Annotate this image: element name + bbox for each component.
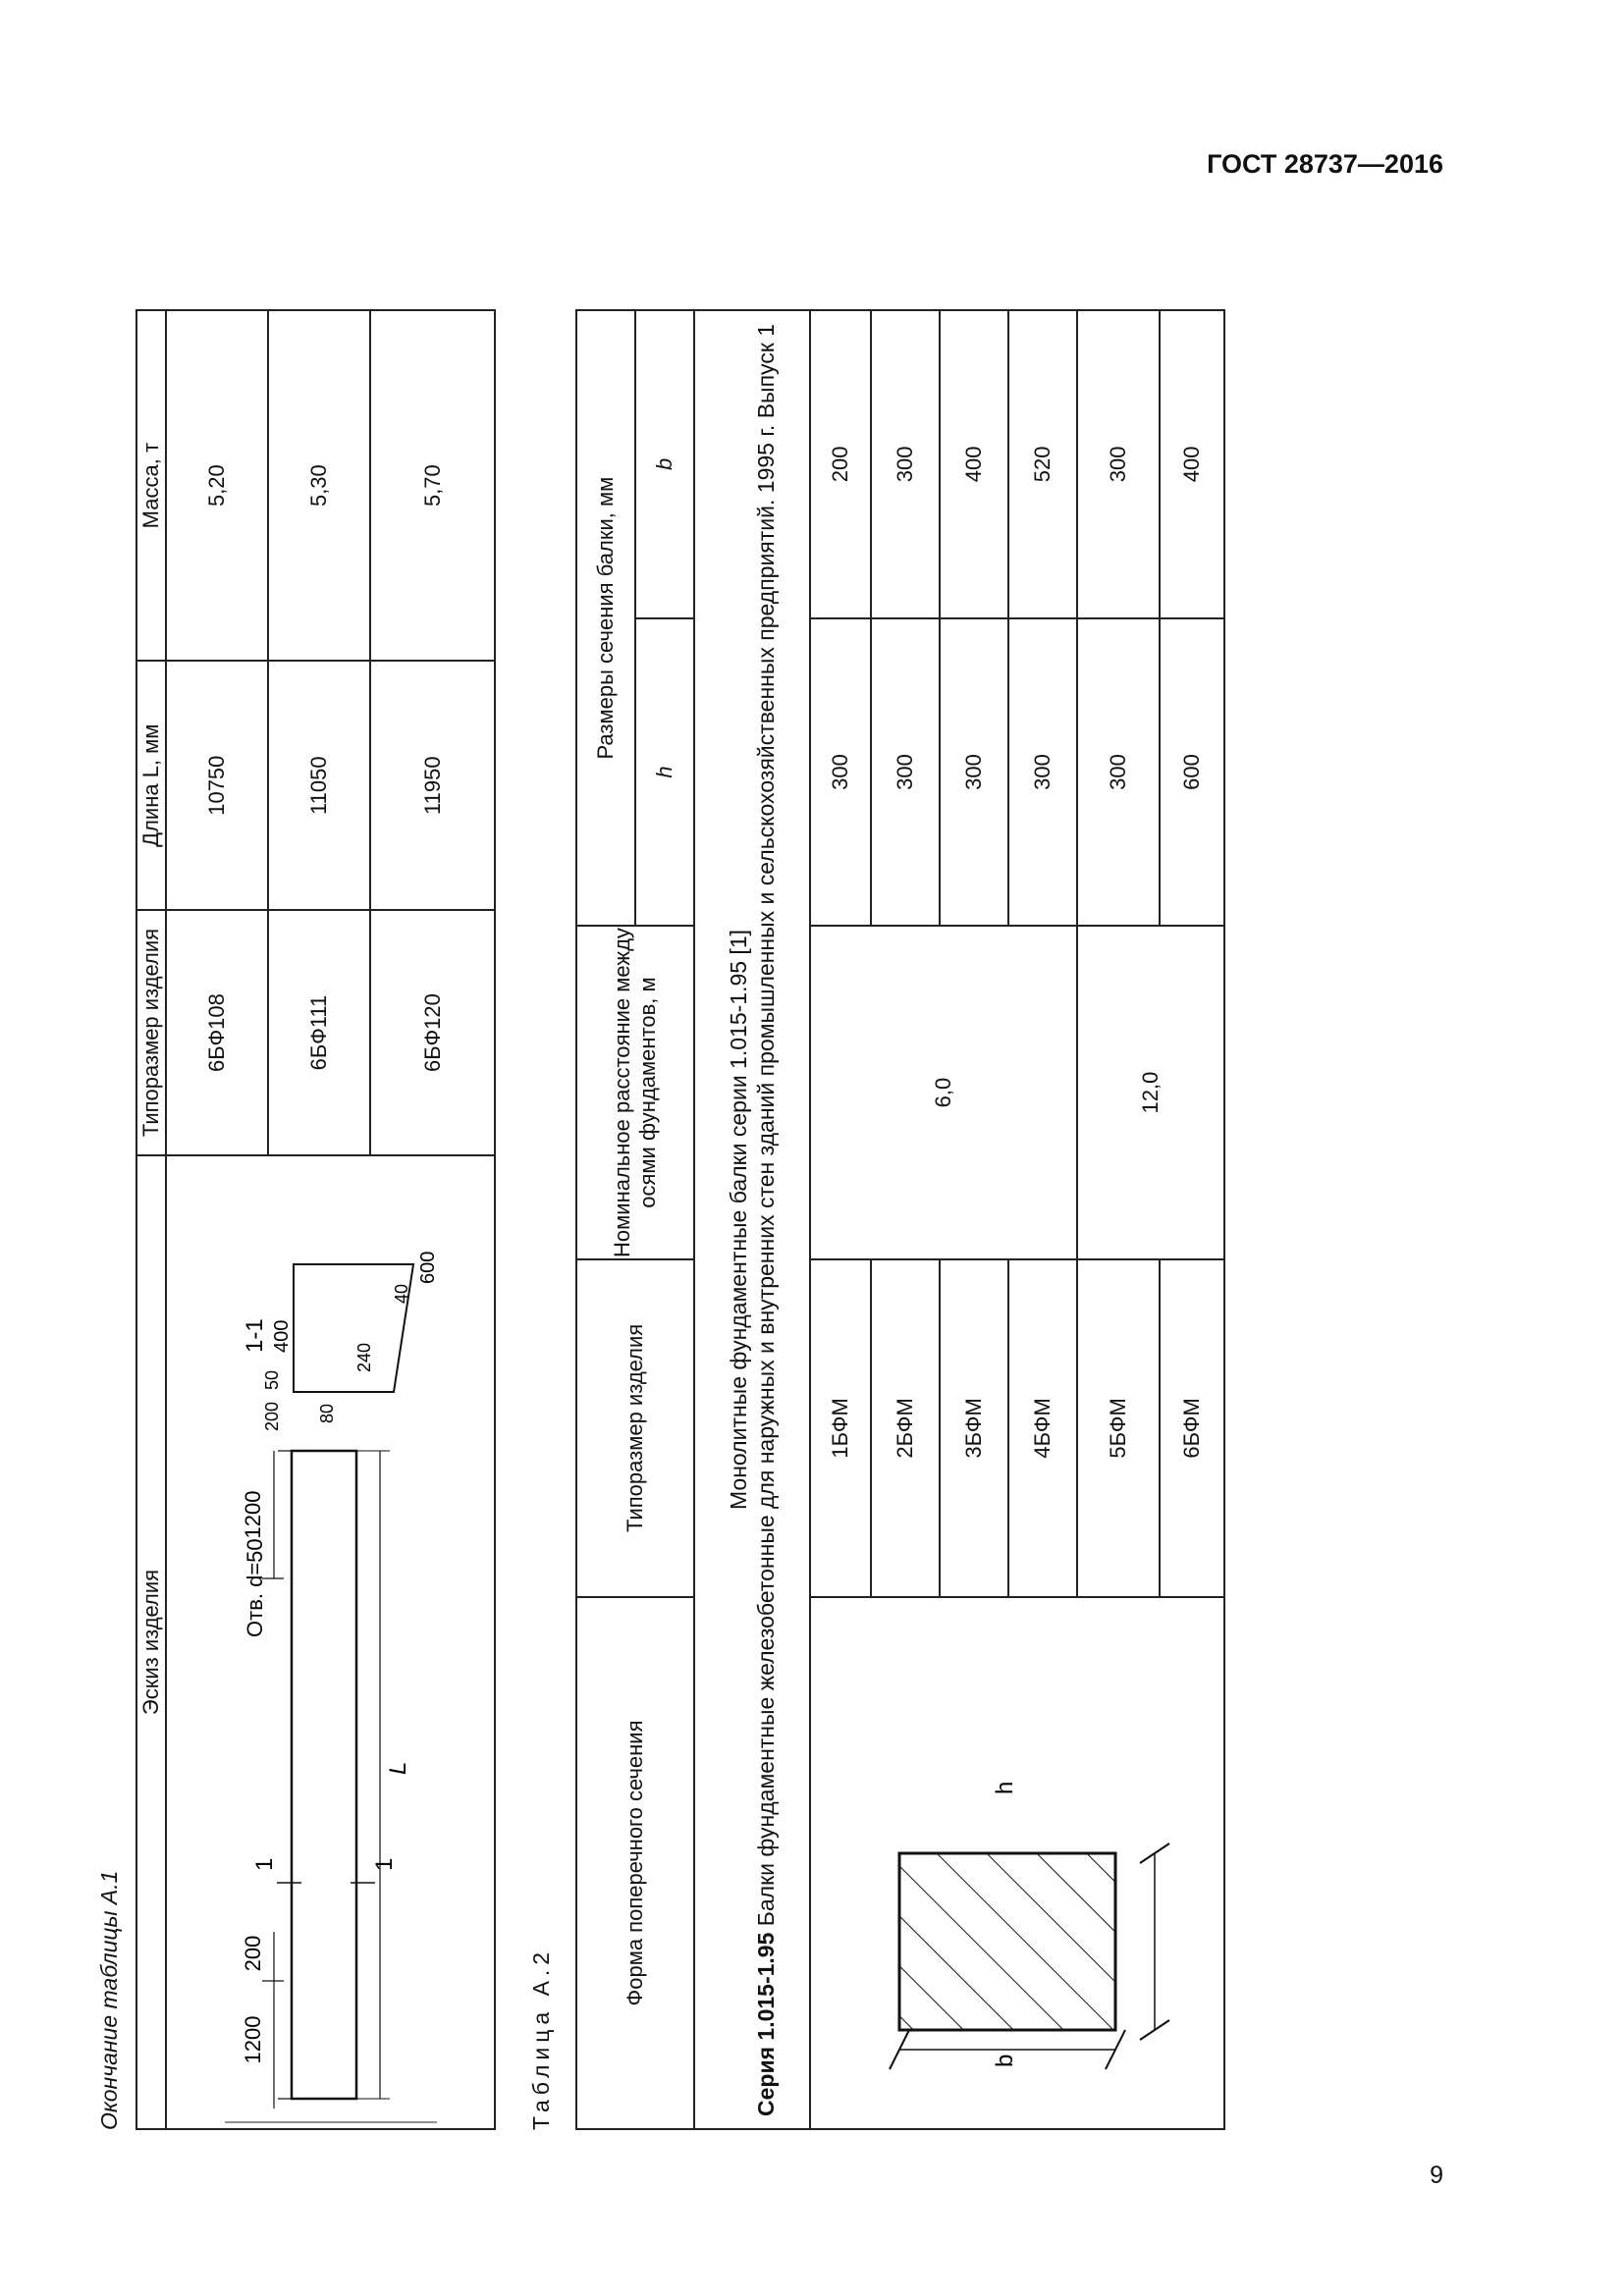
a2-shape-cell: [810, 1597, 1224, 2129]
header-distance: Номинальное расстояние между осями фундаментов, м: [576, 926, 694, 1259]
standard-number: ГОСТ 28737—2016: [1207, 149, 1443, 179]
a1-mass-2: 5,30: [268, 310, 370, 661]
header-dims: Размеры сечения балки, мм: [576, 310, 635, 926]
header-type: Типоразмер изделия: [576, 1259, 694, 1597]
a2-b-3: 400: [940, 310, 1008, 618]
a2-b-5: 300: [1077, 310, 1160, 618]
b-label: b: [992, 2054, 1018, 2067]
a2-b-1: 200: [810, 310, 871, 618]
length-label: L: [384, 1761, 411, 1775]
beam-sketch: [223, 1156, 439, 2128]
a2-h-1: 300: [810, 618, 871, 927]
section-title: 1-1: [241, 1318, 268, 1353]
table-a2: [575, 309, 1225, 2130]
a1-sketch-cell: [166, 1155, 495, 2129]
a2-type-1: 1БФМ: [810, 1259, 871, 1597]
dim-1200-right: 1200: [240, 1490, 265, 1539]
rect-section-sketch: [811, 1598, 1223, 2128]
header-sketch: Эскиз изделия: [136, 1155, 166, 2129]
series-text: Балки фундаментные железобетонные для наружных и внутренних стен зданий промышленных и сельскохозяйственных предприятий. 1995 г. Выпуск 1: [753, 323, 779, 1933]
a2-b-2: 300: [871, 310, 940, 618]
section-mark-top: 1: [250, 1857, 278, 1871]
hole-label: Отв. d=50: [242, 1538, 267, 1637]
header-b: b: [635, 310, 694, 618]
a2-type-5: 5БФМ: [1077, 1259, 1160, 1597]
s-80: 80: [316, 1403, 337, 1423]
dim-1200-left: 1200: [240, 2015, 265, 2064]
a2-h-6: 600: [1160, 618, 1224, 927]
page-number: 9: [1430, 2162, 1443, 2189]
s-50: 50: [261, 1369, 282, 1390]
section-mark-bottom: 1: [370, 1857, 398, 1871]
s-240: 240: [353, 1342, 374, 1372]
h-label: h: [992, 1781, 1018, 1794]
a1-type-1: 6БФ108: [166, 910, 268, 1155]
a2-h-4: 300: [1008, 618, 1077, 927]
a1-type-2: 6БФ111: [268, 910, 370, 1155]
a1-length-2: 11050: [268, 661, 370, 910]
header-length: Длина L, мм: [136, 661, 166, 910]
a2-h-2: 300: [871, 618, 940, 927]
a2-b-4: 520: [1008, 310, 1077, 618]
s-400: 400: [270, 1319, 293, 1353]
s-200: 200: [261, 1401, 282, 1431]
a2-distance-12: 12,0: [1077, 926, 1224, 1259]
header-h: h: [635, 618, 694, 927]
header-type: Типоразмер изделия: [136, 910, 166, 1155]
a2-h-3: 300: [940, 618, 1008, 927]
header-mass: Масса, т: [136, 310, 166, 661]
a2-b-6: 400: [1160, 310, 1224, 618]
s-40: 40: [391, 1283, 411, 1304]
a2-type-4: 4БФМ: [1008, 1259, 1077, 1597]
a1-length-1: 10750: [166, 661, 268, 910]
table-a1-caption: Окончание таблицы А.1: [96, 1870, 122, 2130]
series-description: [752, 323, 780, 2116]
dim-200: 200: [240, 1935, 265, 1972]
a2-distance-6: 6,0: [810, 926, 1077, 1259]
a2-type-2: 2БФМ: [871, 1259, 940, 1597]
landscape-content: [96, 177, 1353, 2130]
series-title: Монолитные фундаментные балки серии 1.015-1.95 [1]: [726, 930, 751, 1511]
series-note: [694, 310, 810, 2129]
a2-h-5: 300: [1077, 618, 1160, 927]
table-a1: [135, 309, 496, 2130]
s-600: 600: [416, 1251, 439, 1284]
series-bold: Серия 1.015-1.95: [753, 1932, 779, 2116]
a1-mass-1: 5,20: [166, 310, 268, 661]
a2-type-3: 3БФМ: [940, 1259, 1008, 1597]
a1-mass-3: 5,70: [370, 310, 495, 661]
a1-type-3: 6БФ120: [370, 910, 495, 1155]
a2-type-6: 6БФМ: [1160, 1259, 1224, 1597]
table-a2-caption: Таблица А.2: [528, 1947, 554, 2130]
header-shape: Форма поперечного сечения: [576, 1597, 694, 2129]
a1-length-3: 11950: [370, 661, 495, 910]
